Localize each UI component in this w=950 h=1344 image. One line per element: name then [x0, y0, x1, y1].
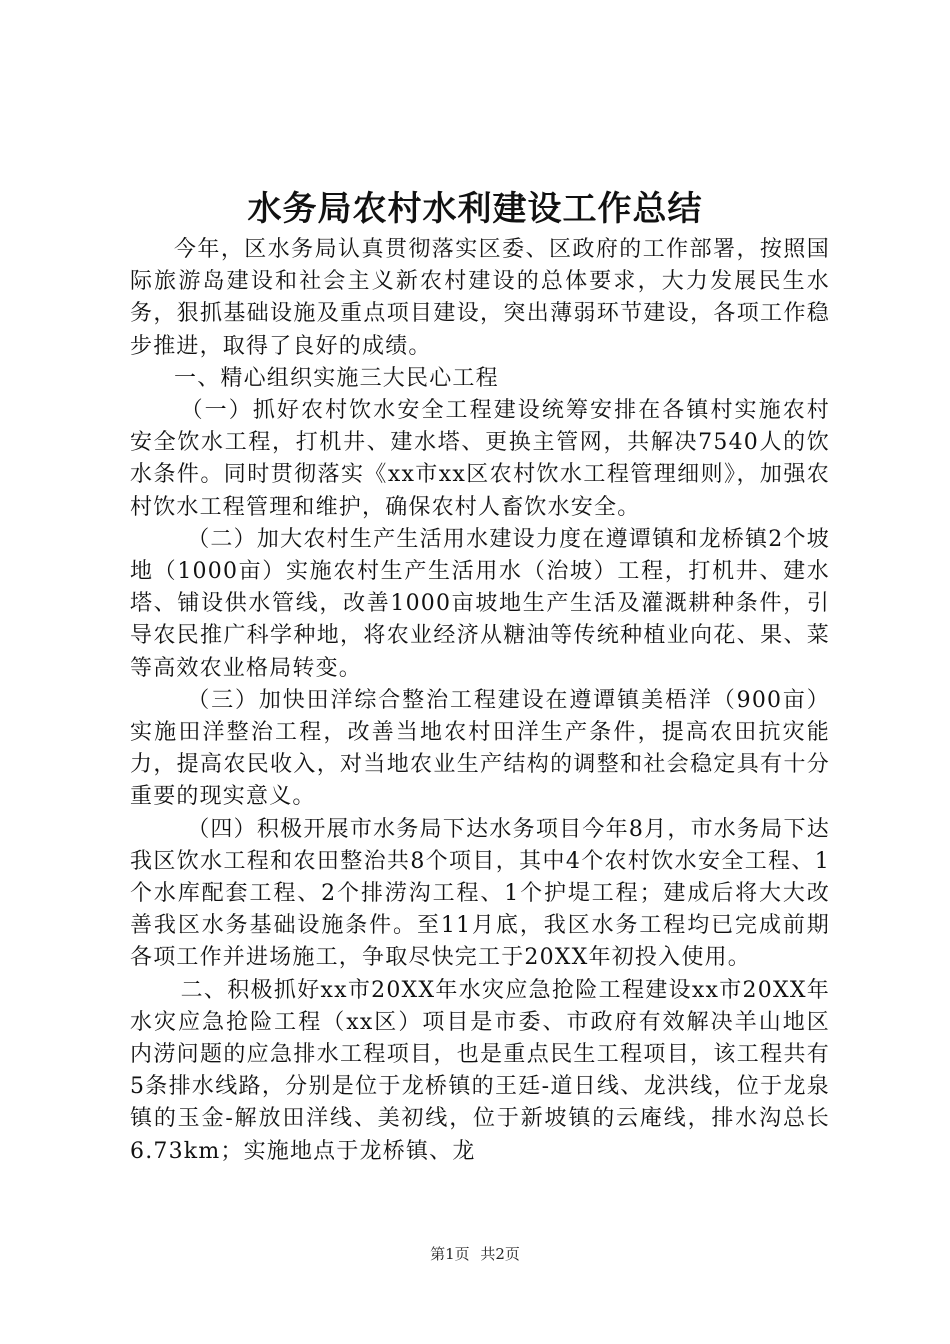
section-paragraph-2: 二、积极抓好xx市20XX年水灾应急抢险工程建设xx市20XX年水灾应急抢险工程（xx区）项目是市委、市政府有效解决羊山地区内涝问题的应急排水工程项目，也是重点民生工程项目，该工程共有5条排水线路，分别是位于龙桥镇的王廷-道日线、龙洪线，位于龙泉镇的玉金-解放田洋线、美初线，位于新坡镇的云庵线，排水沟总长6.73km；实施地点于龙桥镇、龙	[130, 977, 830, 1164]
document-body	[130, 234, 830, 1168]
document-title: 水务局农村水利建设工作总结	[247, 189, 703, 229]
subsection-paragraph-1: （一）抓好农村饮水安全工程建设统筹安排在各镇村实施农村安全饮水工程，打机井、建水塔、更换主管网，共解决7540人的饮水条件。同时贯彻落实《xx市xx区农村饮水工程管理细则》，加强农村饮水工程管理和维护，确保农村人畜饮水安全。	[130, 398, 830, 520]
subsection-paragraph-4: （四）积极开展市水务局下达水务项目今年8月，市水务局下达我区饮水工程和农田整治共8个项目，其中4个农村饮水安全工程、1个水库配套工程、2个排涝沟工程、1个护堤工程；建成后将大大改善我区水务基础设施条件。至11月底，我区水务工程均已完成前期各项工作并进场施工，争取尽快完工于20XX年初投入使用。	[130, 816, 830, 971]
subsection-paragraph-2: （二）加大农村生产生活用水建设力度在遵谭镇和龙桥镇2个坡地（1000亩）实施农村生产生活用水（治坡）工程，打机井、建水塔、铺设供水管线，改善1000亩坡地生产生活及灌溉耕种条件，引导农民推广科学种地，将农业经济从糖油等传统种植业向花、果、菜等高效农业格局转变。	[130, 526, 830, 681]
page-footer	[0, 1244, 950, 1264]
intro-paragraph: 今年，区水务局认真贯彻落实区委、区政府的工作部署，按照国际旅游岛建设和社会主义新农村建设的总体要求，大力发展民生水务，狠抓基础设施及重点项目建设，突出薄弱环节建设，各项工作稳步推进，取得了良好的成绩。	[130, 237, 830, 359]
page-number: 第1页	[430, 1245, 470, 1263]
section-heading-1: 一、精心组织实施三大民心工程	[174, 365, 499, 391]
page-total: 共2页	[480, 1245, 520, 1263]
subsection-paragraph-3: （三）加快田洋综合整治工程建设在遵谭镇美梧洋（900亩）实施田洋整治工程，改善当地农村田洋生产条件，提高农田抗灾能力，提高农民收入，对当地农业生产结构的调整和社会稳定具有十分重要的现实意义。	[130, 687, 830, 810]
